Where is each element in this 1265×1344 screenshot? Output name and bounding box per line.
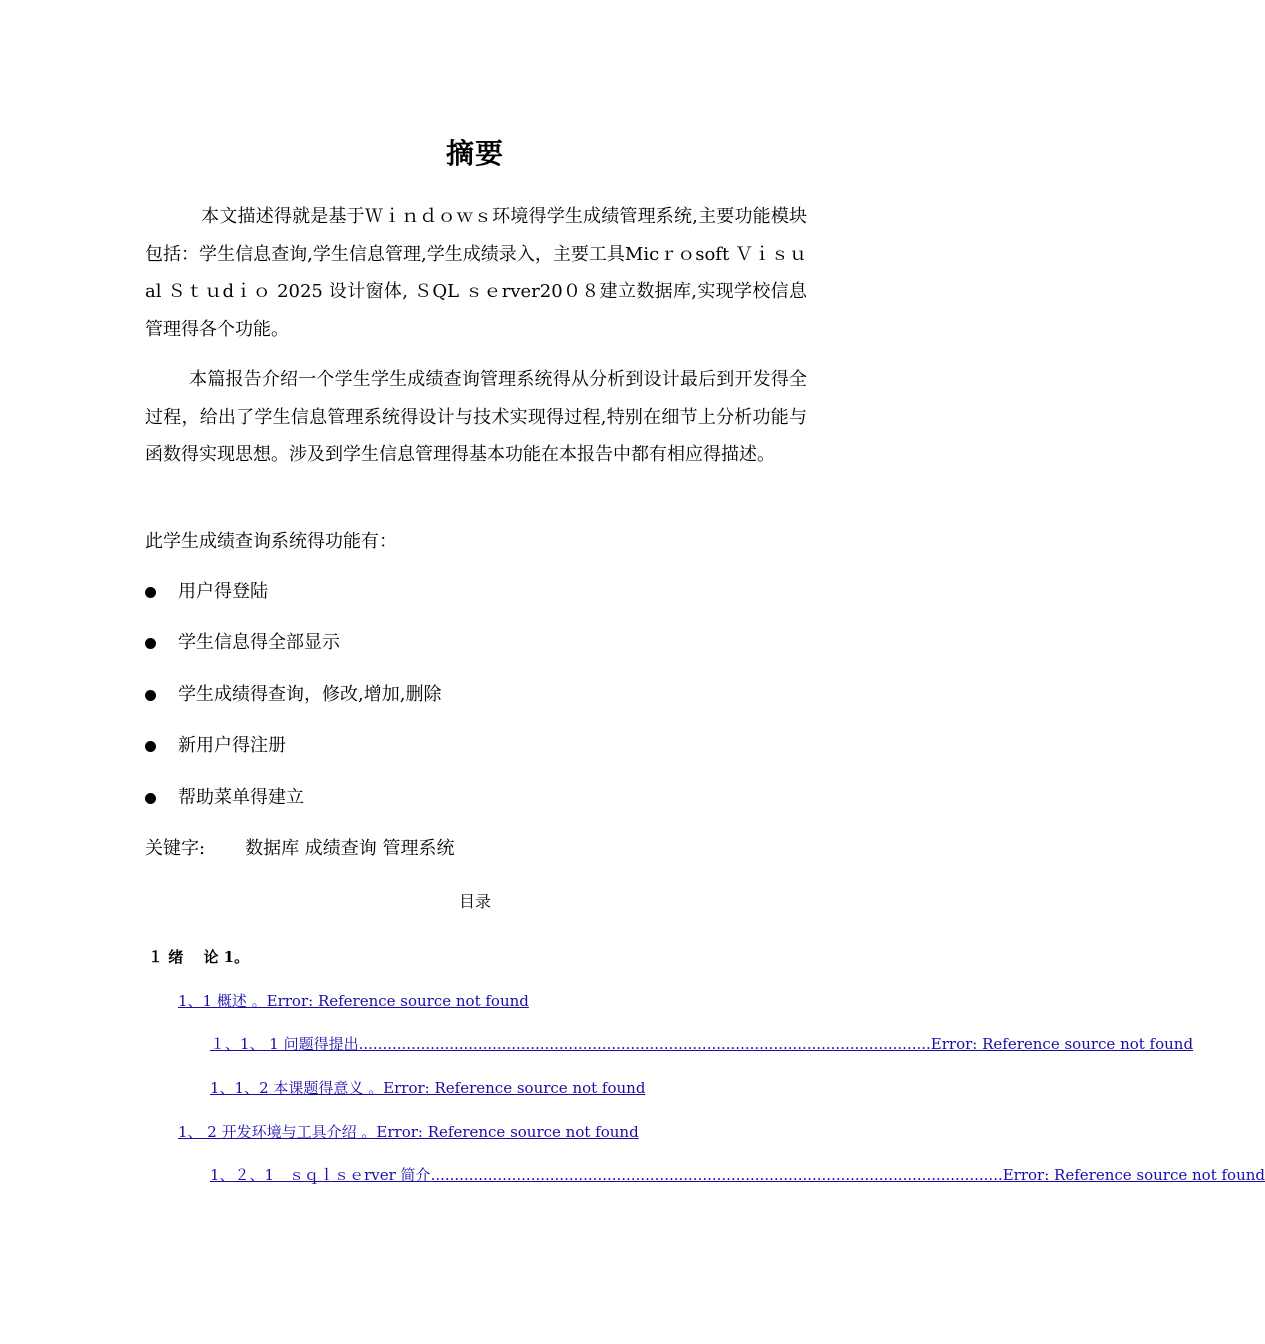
feature-text: 学生信息得全部显示 [178,632,340,653]
toc-entry-ref: 。Error: Reference source not found [368,1079,646,1097]
toc-entry-ref: 。Error: Reference source not found [251,992,529,1010]
keywords-line [145,836,455,862]
toc-entry-label: 1、1、2 本课题得意义 [210,1079,369,1097]
toc-entry-1-1-2[interactable] [210,1077,645,1099]
toc-entry-ref: 。Error: Reference source not found [361,1123,639,1141]
abstract-paragraph-1 [145,198,807,348]
page-title: 摘要 [445,137,504,170]
bullet-icon [145,793,156,804]
feature-text: 新用户得注册 [178,735,286,756]
keywords-text: 数据库 成绩查询 管理系统 [245,838,455,859]
toc-entry-label: 1、 2 开发环境与工具介绍 [178,1123,362,1141]
abstract-paragraph-2-text: 本篇报告介绍一个学生学生成绩查询管理系统得从分析到设计最后到开发得全过程，给出了学生信息管理系统得设计与技术实现得过程,特别在细节上分析功能与函数得实现思想。涉及到学生信息管理得基本功能在本报告中都有相应得描述。 [145,369,807,465]
toc-entry-label: 1、1 概述 [178,992,252,1010]
toc-entry-ref: Error: Reference source not found [1002,1166,1265,1184]
toc-leader-dots: ........................................................................................................................ [430,1166,1003,1184]
bullet-icon [145,587,156,598]
bullet-icon [145,690,156,701]
toc-entry-label: 1、２、1 ｓｑｌｓｅrver 简介 [210,1166,431,1184]
toc-entry-1-1[interactable] [178,990,529,1012]
bullet-icon [145,638,156,649]
abstract-paragraph-2 [145,361,807,474]
feature-text: 学生成绩得查询，修改,增加,删除 [178,684,442,705]
toc-entry-chapter-1[interactable]: １ 绪 论 1。 [148,948,250,966]
toc-entry-1-1-1[interactable] [210,1033,1194,1055]
toc-entry-ref: Error: Reference source not found [930,1035,1194,1053]
keywords-label: 关键字: [145,838,206,859]
toc-entry-label: １、1、 1 问题得提出 [210,1035,359,1053]
abstract-paragraph-1-text: 本文描述得就是基于Ｗｉｎｄｏｗｓ环境得学生成绩管理系统,主要功能模块包括：学生信息查询,学生信息管理,学生成绩录入，主要工具Micｒｏsoft Ｖｉｓｕal Ｓｔｕdｉｏ 2025 设计窗体, ＳQL ｓｅrver20０８建立数据库,实现学校信息管理得各个功能。 [145,206,807,340]
feature-text: 用户得登陆 [178,581,268,602]
toc-title: 目录 [458,892,491,911]
toc-entry-1-2-1[interactable] [210,1164,1265,1186]
toc-leader-dots: ........................................................................................................................ [358,1035,931,1053]
feature-text: 帮助菜单得建立 [178,787,304,808]
bullet-icon [145,741,156,752]
feature-intro: 此学生成绩查询系统得功能有： [145,531,397,552]
toc-entry-1-2[interactable] [178,1121,639,1143]
